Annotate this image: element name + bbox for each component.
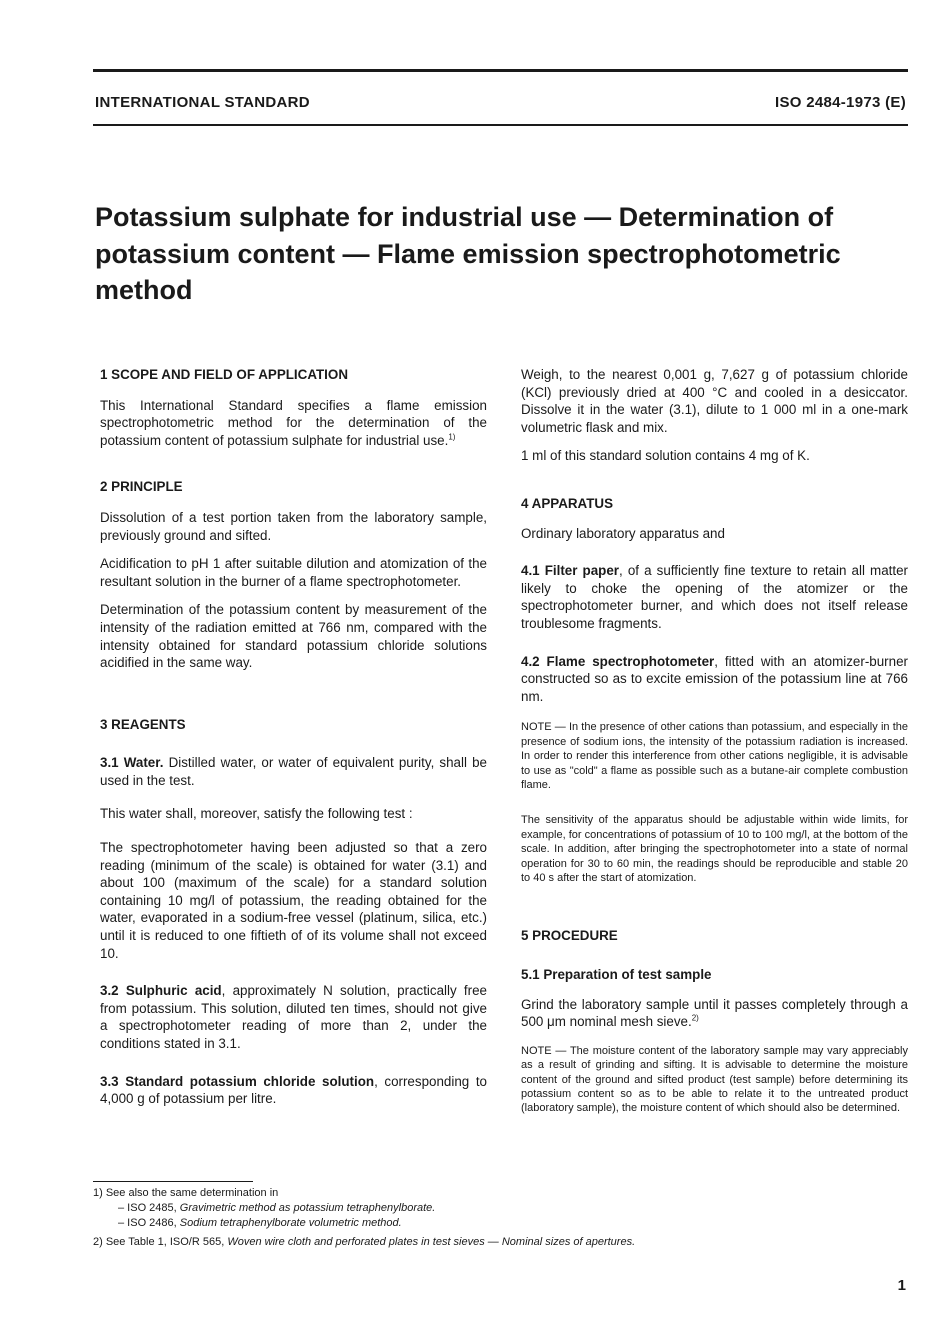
- section-1-text: This International Standard specifies a flame emission spectrophotometric method for the determination of the potassium content of potassium sulphate for industrial use.: [100, 397, 487, 448]
- note-5-1: NOTE — The moisture content of the laboratory sample may vary appreciably as a result of grinding and sifting. It is advisable to determine the moisture content of the ground and sifted product (test sample) before determining its potassium content so as to be able to relate it to the untreated product (laboratory sample), the moisture content of which should also be determined.: [521, 1044, 908, 1115]
- section-1-paragraph: [100, 397, 487, 450]
- clause-4-2-label: 4.2 Flame spectrophotometer: [521, 653, 715, 669]
- clause-3-1: [100, 754, 487, 789]
- section-4-heading: 4 APPARATUS: [521, 495, 614, 511]
- clause-3-2: [100, 982, 487, 1052]
- section-5-heading: 5 PROCEDURE: [521, 928, 618, 944]
- clause-5-1-paragraph: [521, 996, 908, 1031]
- sensitivity-paragraph: The sensitivity of the apparatus should be adjustable within wide limits, for example, for concentrations of potassium of 10 to 100 mg/l, at the bottom of the scale. In addition, after bringing the spectrophotometer into a state of normal operation for 30 to 60 min, the readings should be reproducible and stable 20 to 40 s after the start of atomization.: [521, 814, 908, 884]
- footnote-2-title: Woven wire cloth and perforated plates in test sieves — Nominal sizes of apertures.: [227, 1236, 636, 1248]
- clause-4-2: [521, 653, 908, 706]
- clause-4-1-text: , of a sufficiently fine texture to retain all matter likely to choke the opening of the atomizer or the spectrophotometer burner, and which does not itself release troublesome fragments.: [521, 563, 908, 631]
- footnote-ref-2: 2): [691, 1013, 699, 1023]
- right-column: [521, 366, 908, 1116]
- section-4-intro: Ordinary laboratory apparatus and: [521, 525, 725, 541]
- section-3-heading: 3 REAGENTS: [100, 716, 186, 732]
- section-2-heading: 2 PRINCIPLE: [100, 479, 183, 495]
- clause-3-1-paragraph-2: This water shall, moreover, satisfy the following test :: [100, 805, 413, 821]
- section-2-paragraph-2: Acidification to pH 1 after suitable dilution and atomization of the resultant solution in the burner of a flame spectrophotometer.: [100, 556, 487, 589]
- footnote-1-item-a: [93, 1201, 913, 1216]
- footnotes: [93, 1186, 913, 1250]
- footnote-1-lead: 1) See also the same determination in: [93, 1187, 279, 1199]
- clause-4-2-text: , fitted with an atomizer-burner constructed so as to excite emission of the potassium line at 766 nm.: [521, 653, 908, 704]
- clause-3-3: [100, 1073, 487, 1108]
- header-top-rule: [93, 69, 908, 72]
- note-4-2: NOTE — In the presence of other cations than potassium, and especially in the presence of sodium ions, the intensity of the potassium radiation is increased. In order to render this interference from other cations negligible, it is advisable to use as "cold" a flame as possible such as a butane-air complete combustion flame.: [521, 721, 908, 791]
- section-2-paragraph-3: Determination of the potassium content by measurement of the intensity of the radiation emitted at 766 nm, compared with the intensity obtained for standard potassium chloride solutions acidified in the same way.: [100, 602, 487, 671]
- standard-solution-content: 1 ml of this standard solution contains 4 mg of K.: [521, 448, 810, 464]
- clause-3-2-label: 3.2 Sulphuric acid: [100, 983, 222, 999]
- footnote-1-item-a-title: Gravimetric method as potassium tetraphenylborate.: [179, 1202, 436, 1214]
- document-type-label: INTERNATIONAL STANDARD: [95, 94, 310, 111]
- section-1-heading: 1 SCOPE AND FIELD OF APPLICATION: [100, 367, 348, 382]
- footnote-ref-1: 1): [448, 432, 456, 442]
- standard-solution-preparation: Weigh, to the nearest 0,001 g, 7,627 g of potassium chloride (KCl) previously dried at 400 °C and cooled in a desiccator. Dissolve it in the water (3.1), dilute to 1 000 ml in a one-mark volumetric flask and mix.: [521, 367, 908, 435]
- footnote-1-item-b-title: Sodium tetraphenylborate volumetric method.: [179, 1217, 402, 1229]
- footnote-rule: [93, 1181, 253, 1182]
- footnote-1-item-b-number: – ISO 2486,: [118, 1217, 180, 1229]
- footnote-1-item-a-number: – ISO 2485,: [118, 1202, 180, 1214]
- header-bottom-rule: [93, 124, 908, 126]
- clause-5-1-text: Grind the laboratory sample until it passes completely through a 500 μm nominal mesh sieve.: [521, 996, 908, 1030]
- clause-4-1: [521, 562, 908, 632]
- clause-3-3-text: , corresponding to 4,000 g of potassium per litre.: [100, 1073, 487, 1107]
- clause-5-1-heading: 5.1 Preparation of test sample: [521, 966, 712, 982]
- footnote-2: [93, 1235, 913, 1250]
- clause-3-1-label: 3.1 Water.: [100, 755, 164, 771]
- clause-3-3-label: 3.3 Standard potassium chloride solution: [100, 1073, 375, 1089]
- footnote-2-lead: 2) See Table 1, ISO/R 565,: [93, 1236, 228, 1248]
- clause-3-2-text: , approximately N solution, practically free from potassium. This solution, diluted ten times, should not give a spectrophotometer reading of more than 2, under the conditions stated in 3.1.: [100, 983, 487, 1052]
- clause-3-1-paragraph-3: The spectrophotometer having been adjusted so that a zero reading (minimum of the scale) is obtained for water (3.1) and about 100 (maximum of the scale) for a standard solution containing 10 mg/l of potassium, the reading obtained for the water, evaporated in a sodium-free vessel (platinum, silica, etc.) until it is reduced to one fiftieth of of its volume shall not exceed 10.: [100, 840, 487, 961]
- left-column: [100, 366, 487, 1108]
- clause-4-1-label: 4.1 Filter paper: [521, 563, 620, 579]
- page-number: 1: [897, 1277, 906, 1294]
- section-2-paragraph-1: Dissolution of a test portion taken from the laboratory sample, previously ground and sifted.: [100, 509, 487, 543]
- footnote-1-item-b: [93, 1216, 913, 1231]
- clause-3-1-text: Distilled water, or water of equivalent purity, shall be used in the test.: [100, 755, 487, 788]
- document-title: Potassium sulphate for industrial use — Determination of potassium content — Flame emission spectrophotometric method: [95, 202, 841, 305]
- standard-number: ISO 2484-1973 (E): [774, 94, 906, 111]
